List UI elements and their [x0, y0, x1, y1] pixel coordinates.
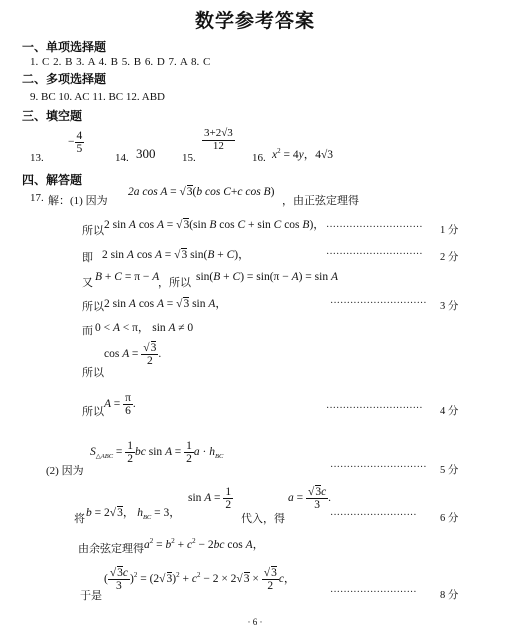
q13-label: 13.	[30, 152, 44, 164]
score-2: 2 分	[440, 252, 459, 263]
line-ie: 即	[82, 252, 93, 264]
dots-3: ·····························	[330, 298, 427, 309]
eq-final: ( $\frac{√3c}{3}$ )$^2 = (2√3)^2 + c^2 - 2 \times 2√3$ × $\frac{√3}{2}$ c，	[104, 567, 296, 593]
page-title: 数学参考答案	[194, 11, 315, 32]
multi-choice-answers: 9. BC 10. AC 11. BC 12. ABD	[30, 91, 165, 103]
eq-sinA: sin A = $\frac{1}{2}$	[188, 486, 232, 512]
q15-numerator: 3+2√3	[204, 127, 233, 139]
dots-2: ·····························	[326, 249, 423, 260]
q14-label: 14.	[115, 152, 129, 164]
section-fill-blank: 三、填空题	[22, 109, 83, 123]
sine-law-text: ，由正弦定理得	[282, 195, 359, 207]
score-5: 5 分	[440, 465, 459, 476]
score-1: 1 分	[440, 225, 459, 236]
dots-6: ··························	[330, 510, 417, 521]
q13-answer: − $\frac{4}{5}$	[68, 130, 83, 156]
q16-label: 16.	[252, 152, 266, 164]
dots-4: ·····························	[326, 403, 423, 414]
eq-b-h: b = 2√3， $h_{BC} = 3$，	[86, 507, 181, 521]
q17-label: 17.	[30, 192, 44, 204]
eq-sum: 2 sin A cos A = √3 sin(B + C)，	[102, 249, 250, 261]
eq-given: 2a cos A = √3(b cos C+c cos B)	[128, 186, 275, 198]
part2-intro: (2) 因为	[46, 465, 84, 477]
line-dairu: 代入，得	[241, 513, 285, 525]
score-3: 3 分	[440, 301, 459, 312]
line-so-A: 所以	[82, 406, 104, 418]
part1-intro: 解：(1) 因为	[48, 195, 108, 207]
single-choice-answers: 1. C 2. B 3. A 4. B 5. B 6. D 7. A 8. C	[30, 56, 211, 68]
line-so-2: 所以	[82, 301, 104, 313]
q16-answer: $x^2 = 4y$，4√3	[272, 147, 334, 161]
q14-answer: 300	[136, 146, 156, 161]
eq-sin-identity: sin(B + C) = sin(π − A) = sin A	[196, 271, 338, 283]
section-multi-choice: 二、多项选择题	[22, 72, 107, 86]
q15-label: 15.	[182, 152, 196, 164]
line-so-1: 所以	[82, 225, 104, 237]
q16-answer-two: 4√3	[315, 149, 334, 161]
eq-reduce: 2 sin A cos A = √3 sin A，	[104, 298, 227, 310]
page-number: · 6 ·	[247, 617, 263, 627]
eq-cos-value: cos A = $\frac{√3}{2}$ .	[104, 342, 162, 368]
line-cosine-law: 由余弦定理得	[78, 543, 144, 555]
dots-1: ·····························	[326, 222, 423, 233]
dots-5: ·····························	[330, 462, 427, 473]
eq-range: 0 < A < π， sin A ≠ 0	[95, 322, 194, 334]
score-4: 4 分	[440, 406, 459, 417]
eq-cosine-law: $a^2 = b^2 + c^2 - 2bc$ cos A，	[144, 537, 265, 551]
eq-area: $S_{\triangle ABC}$ = $\frac{1}{2}$ bc sin A = $\frac{1}{2}$ $a \cdot h_{BC}$	[90, 440, 224, 466]
q15-denominator: 12	[212, 139, 224, 152]
section-solutions: 四、解答题	[22, 173, 83, 187]
line-therefore: 于是	[80, 590, 102, 602]
line-and: 而	[82, 325, 93, 337]
eq-sine-form: 2 sin A cos A = √3(sin B cos C + sin C cos B)，	[104, 219, 325, 231]
dots-8: ··························	[330, 587, 417, 598]
score-6: 6 分	[440, 513, 459, 524]
line-substitute: 将	[74, 513, 85, 525]
eq-a-value: a = $\frac{√3c}{3}$ .	[288, 486, 332, 512]
section-single-choice: 一、单项选择题	[22, 40, 107, 54]
line-again: 又	[82, 277, 93, 289]
eq-angle-sum: B + C = π − A	[95, 271, 160, 283]
score-8: 8 分	[440, 590, 459, 601]
line-so-cos: 所以	[82, 367, 104, 379]
eq-A-value: A = $\frac{\pi}{6}$ .	[104, 392, 136, 418]
line-so-sin: ，所以	[158, 277, 191, 289]
q15-answer	[202, 128, 235, 152]
